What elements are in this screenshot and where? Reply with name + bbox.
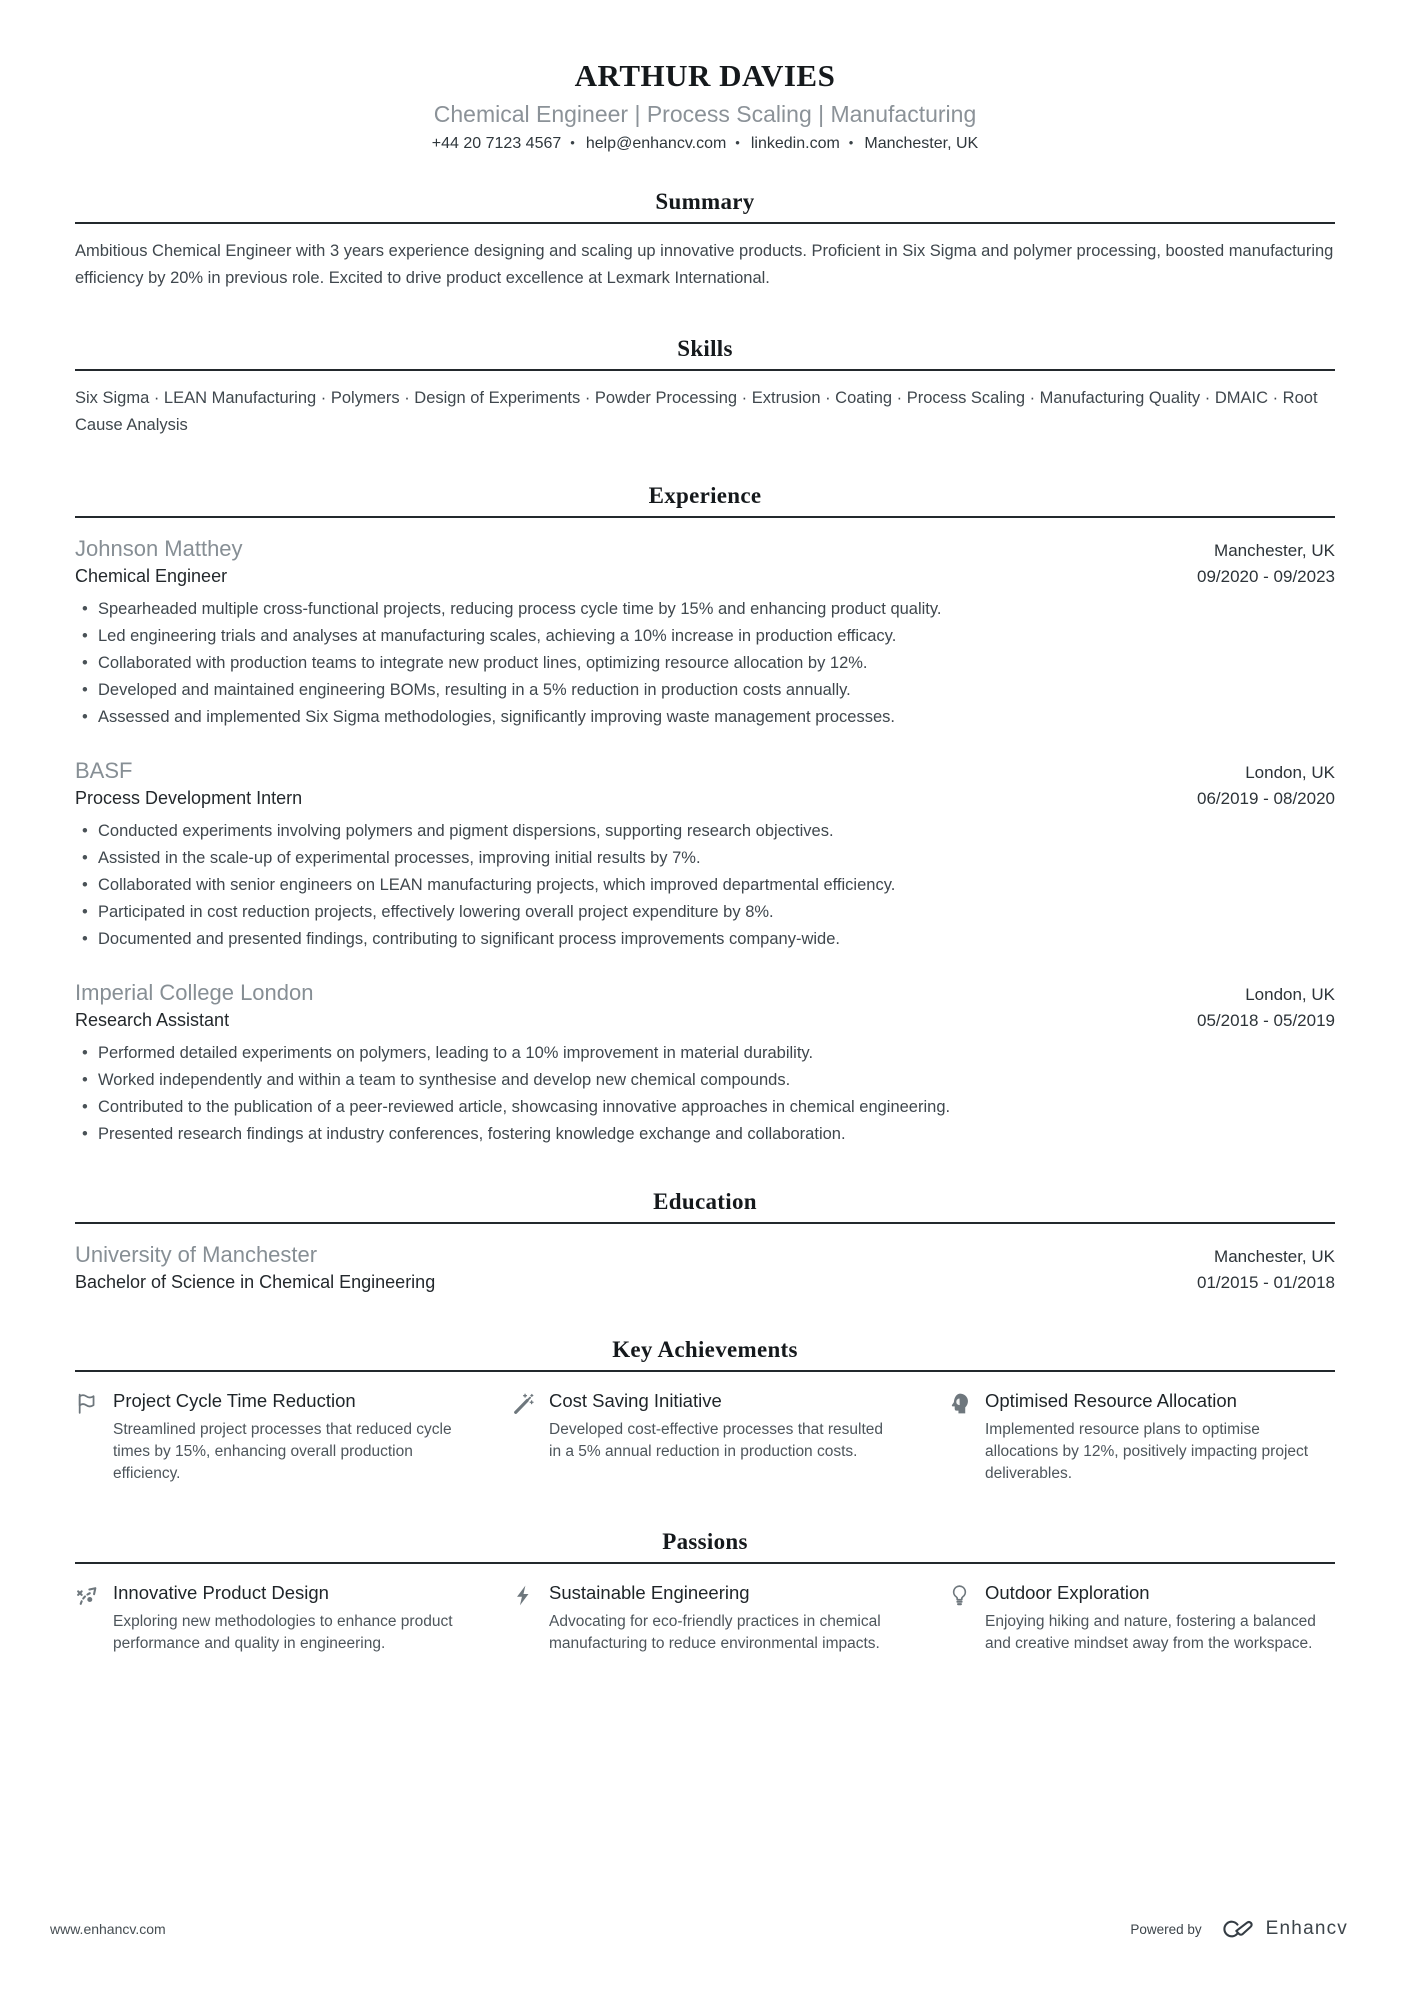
section-divider xyxy=(75,516,1335,518)
bullet-item: • Collaborated with senior engineers on LEAN manufacturing projects, which improved departmental efficiency. xyxy=(75,874,1335,896)
job-bullets xyxy=(75,820,1335,950)
magic-wand-icon xyxy=(511,1391,536,1416)
experience-entry xyxy=(75,980,1335,1145)
job-dates: 05/2018 - 05/2019 xyxy=(1196,1011,1335,1030)
skills-heading: Skills xyxy=(677,336,733,361)
bullet-item: • Contributed to the publication of a peer-reviewed article, showcasing innovative approaches in chemical engineering. xyxy=(75,1096,1335,1118)
bullet-item: • Documented and presented findings, contributing to significant process improvements company-wide. xyxy=(75,928,1335,950)
achievement-text: Streamlined project processes that reduced cycle times by 15%, enhancing overall production efficiency. xyxy=(113,1421,452,1482)
contact-email[interactable]: • help@enhancv.com xyxy=(561,135,726,153)
passion-text: Advocating for eco-friendly practices in chemical manufacturing to reduce environmental impacts. xyxy=(549,1613,881,1652)
bullet-item: • Collaborated with production teams to integrate new product lines, optimizing resource allocation by 12%. xyxy=(75,652,1335,674)
enhancv-logo-icon[interactable] xyxy=(1212,1916,1256,1942)
degree-dates: 01/2015 - 01/2018 xyxy=(1196,1273,1335,1292)
company-name: Imperial College London xyxy=(75,980,314,1005)
section-passions xyxy=(75,1529,1335,1655)
job-bullets xyxy=(75,598,1335,728)
achievements-heading: Key Achievements xyxy=(612,1337,798,1362)
section-divider xyxy=(75,369,1335,371)
contact-line xyxy=(75,135,1335,153)
school-location: Manchester, UK xyxy=(1214,1247,1335,1266)
job-bullets xyxy=(75,1042,1335,1145)
passion-title: Outdoor Exploration xyxy=(985,1582,1150,1603)
job-dates: 06/2019 - 08/2020 xyxy=(1196,789,1335,808)
bullet-item: • Conducted experiments involving polymers and pigment dispersions, supporting research objectives. xyxy=(75,820,1335,842)
passion-card xyxy=(511,1582,899,1655)
bullet-item: • Participated in cost reduction projects, effectively lowering overall project expenditure by 8%. xyxy=(75,901,1335,923)
section-divider xyxy=(75,222,1335,224)
experience-entry xyxy=(75,758,1335,950)
enhancv-wordmark[interactable]: Enhancv xyxy=(1265,1918,1348,1939)
job-title: Chemical Engineer xyxy=(75,566,228,586)
section-divider xyxy=(75,1222,1335,1224)
education-heading: Education xyxy=(653,1189,757,1214)
achievement-text: Implemented resource plans to optimise allocations by 12%, positively impacting project deliverables. xyxy=(985,1421,1309,1482)
education-entry xyxy=(75,1242,1335,1293)
summary-text: Ambitious Chemical Engineer with 3 years experience designing and scaling up innovative products. Proficient in Six Sigma and polymer processing, boosted manufacturing efficiency by 20% in previous role. Excited to drive product excellence at Lexmark International. xyxy=(75,242,1334,287)
passion-text: Exploring new methodologies to enhance product performance and quality in engineering. xyxy=(113,1613,453,1652)
experience-entry xyxy=(75,536,1335,728)
contact-phone: +44 20 7123 4567 xyxy=(431,135,562,152)
section-achievements xyxy=(75,1337,1335,1485)
bullet-item: • Led engineering trials and analyses at manufacturing scales, achieving a 10% increase in production efficacy. xyxy=(75,625,1335,647)
bullet-item: • Assessed and implemented Six Sigma methodologies, significantly improving waste management processes. xyxy=(75,706,1335,728)
mind-icon xyxy=(947,1391,972,1416)
company-name: Johnson Matthey xyxy=(75,536,243,561)
section-skills xyxy=(75,336,1335,439)
achievement-text: Developed cost-effective processes that resulted in a 5% annual reduction in production costs. xyxy=(549,1421,884,1460)
experience-heading: Experience xyxy=(648,483,762,508)
bullet-item: • Performed detailed experiments on polymers, leading to a 10% improvement in material durability. xyxy=(75,1042,1335,1064)
job-title: Research Assistant xyxy=(75,1010,230,1030)
section-divider xyxy=(75,1370,1335,1372)
job-dates: 09/2020 - 09/2023 xyxy=(1196,567,1335,586)
passion-title: Sustainable Engineering xyxy=(549,1582,750,1603)
page-footer xyxy=(50,1916,1348,1942)
school-name: University of Manchester xyxy=(75,1242,318,1267)
bullet-item: • Worked independently and within a team to synthesise and develop new chemical compounds. xyxy=(75,1069,1335,1091)
achievement-title: Project Cycle Time Reduction xyxy=(113,1390,356,1411)
achievement-card xyxy=(511,1390,899,1485)
candidate-headline: Chemical Engineer | Process Scaling | Manufacturing xyxy=(433,101,977,127)
resume-header xyxy=(75,58,1335,153)
job-location: Manchester, UK xyxy=(1214,541,1335,560)
passion-text: Enjoying hiking and nature, fostering a balanced and creative mindset away from the workspace. xyxy=(985,1613,1316,1652)
lightbulb-icon xyxy=(947,1583,972,1608)
job-location: London, UK xyxy=(1245,763,1335,782)
company-name: BASF xyxy=(75,758,133,783)
passion-card xyxy=(947,1582,1335,1655)
passion-card xyxy=(75,1582,463,1655)
passion-title: Innovative Product Design xyxy=(113,1582,329,1603)
trajectory-icon xyxy=(75,1583,100,1608)
bullet-item: • Assisted in the scale-up of experimental processes, improving initial results by 7%. xyxy=(75,847,1335,869)
bullet-item: • Developed and maintained engineering BOMs, resulting in a 5% reduction in production costs annually. xyxy=(75,679,1335,701)
achievement-card xyxy=(947,1390,1335,1485)
section-education xyxy=(75,1189,1335,1293)
passions-heading: Passions xyxy=(662,1529,748,1554)
bullet-item: • Presented research findings at industry conferences, fostering knowledge exchange and collaboration. xyxy=(75,1123,1335,1145)
summary-heading: Summary xyxy=(655,189,755,214)
skills-list: Six Sigma · LEAN Manufacturing · Polymers · Design of Experiments · Powder Processing · Extrusion · Coating · Process Scaling · Manufacturing Quality · DMAIC · Root Cause Analysis xyxy=(75,389,1318,434)
candidate-name: ARTHUR DAVIES xyxy=(574,58,836,93)
section-experience xyxy=(75,483,1335,1145)
achievement-title: Cost Saving Initiative xyxy=(549,1390,722,1411)
contact-linkedin[interactable]: • linkedin.com xyxy=(726,135,840,153)
section-summary xyxy=(75,189,1335,292)
footer-website-link[interactable]: www.enhancv.com xyxy=(50,1921,166,1937)
achievement-card xyxy=(75,1390,463,1485)
lightning-bolt-icon xyxy=(511,1583,536,1608)
contact-location: • Manchester, UK xyxy=(840,135,978,153)
section-divider xyxy=(75,1562,1335,1564)
flag-icon xyxy=(75,1391,100,1416)
bullet-item: • Spearheaded multiple cross-functional projects, reducing process cycle time by 15% and enhancing product quality. xyxy=(75,598,1335,620)
degree-name: Bachelor of Science in Chemical Engineering xyxy=(75,1272,436,1292)
achievement-title: Optimised Resource Allocation xyxy=(985,1390,1237,1411)
job-location: London, UK xyxy=(1245,985,1335,1004)
job-title: Process Development Intern xyxy=(75,788,303,808)
powered-by-label: Powered by xyxy=(1130,1921,1202,1937)
